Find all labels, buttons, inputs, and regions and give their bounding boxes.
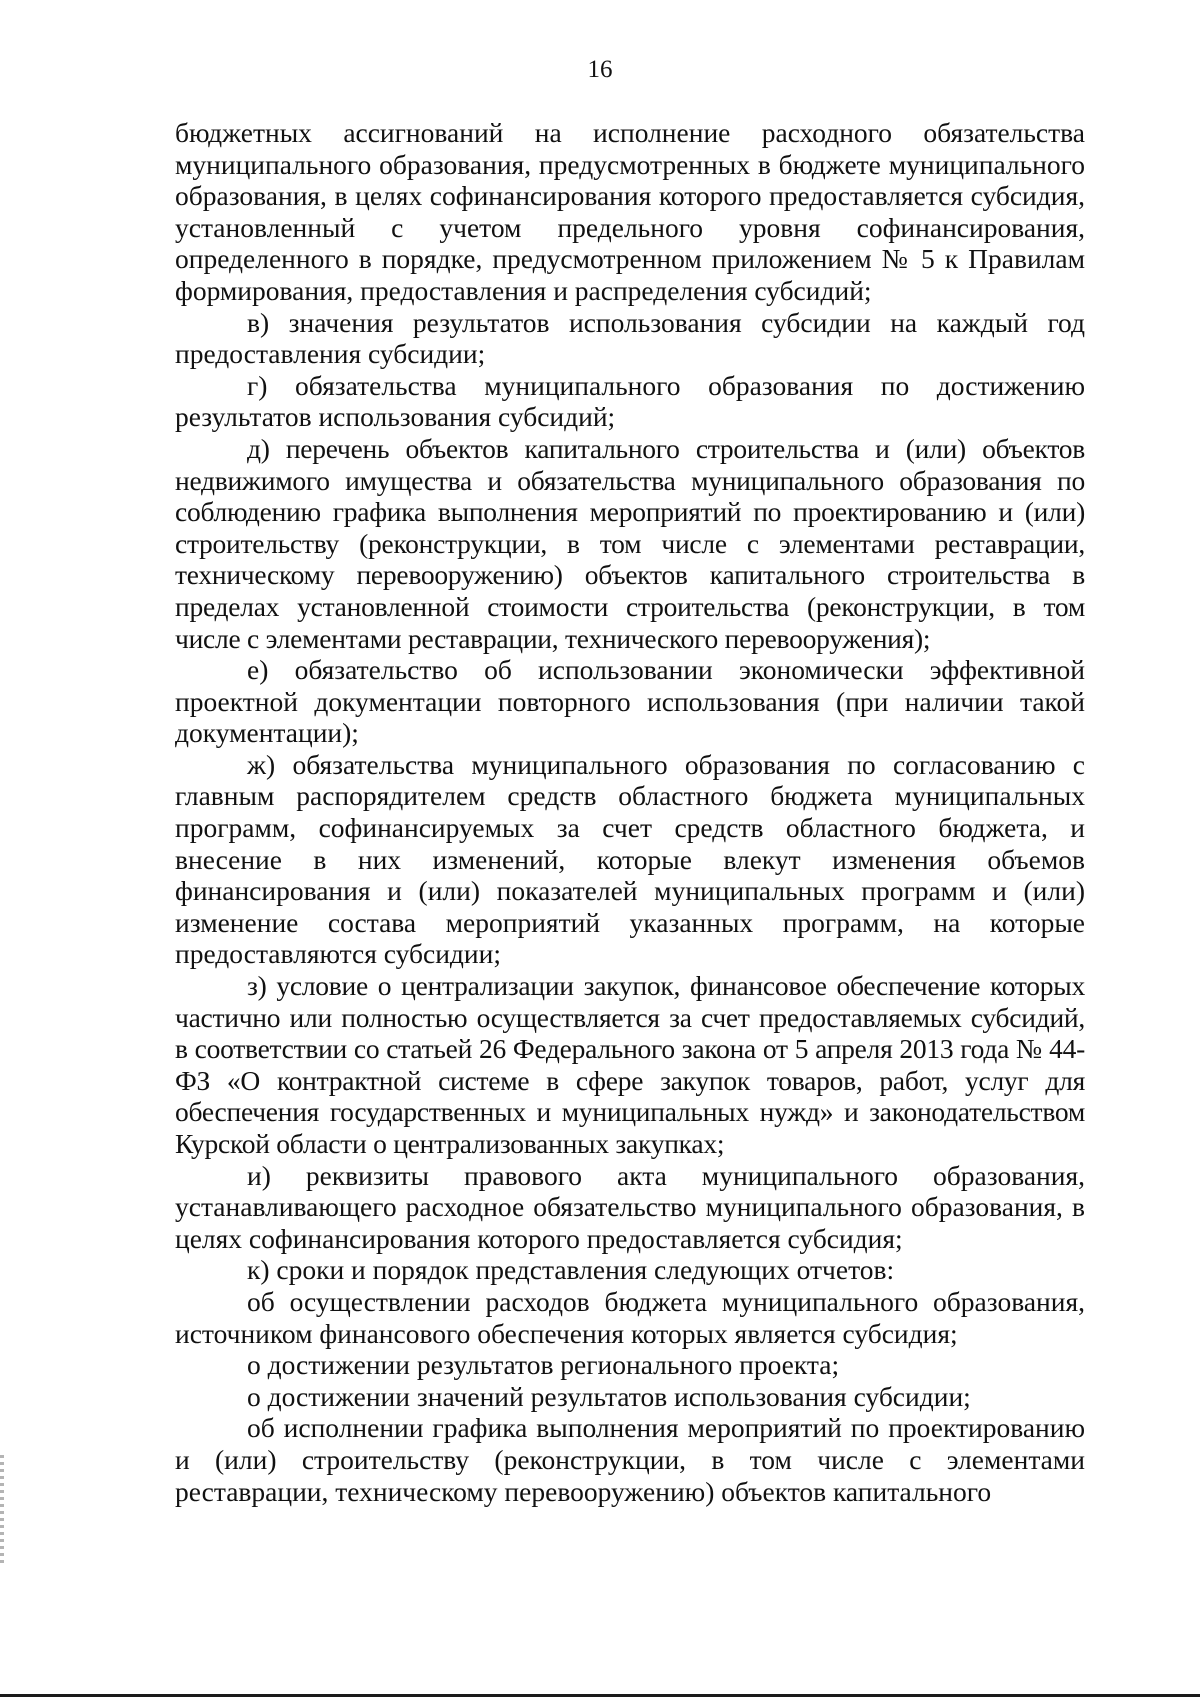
- paragraph-report-regional-project: о достижении результатов регионального проекта;: [247, 1349, 840, 1381]
- paragraph-item-z: з) условие о централизации закупок, финансовое обеспечение которых частично или полностью осуществляется за счет предоставляемых субсидий, в соответствии со статьей 26 Федерального закона от 5 апреля 2013 года № 44-ФЗ «О контрактной системе в сфере закупок товаров, работ, услуг для обеспечения государственных и муниципальных нужд» и законодательством Курской области о централизованных закупках;: [175, 970, 1085, 1159]
- paragraph-report-schedule: об исполнении графика выполнения мероприятий по проектированию и (или) строительству (реконструкции, в том числе с элементами реставрации, техническому перевооружению) объектов капитального: [175, 1412, 1085, 1507]
- paragraph-item-i: и) реквизиты правового акта муниципального образования, устанавливающего расходное обязательство муниципального образования, в целях софинансирования которого предоставляется субсидия;: [175, 1159, 1085, 1254]
- paragraph-item-d: д) перечень объектов капитального строительства и (или) объектов недвижимого имущества и обязательства муниципального образования по соблюдению графика выполнения мероприятий по проектированию и (или) строительству (реконструкции, в том числе с элементами реставрации, техническому перевооружению) объектов капитального строительства в пределах установленной стоимости строительства (реконструкции, в том числе с элементами реставрации, технического перевооружения);: [175, 432, 1085, 654]
- paragraph-item-k: к) сроки и порядок представления следующих отчетов:: [247, 1254, 895, 1286]
- scan-bottom-rule: [0, 1694, 1200, 1697]
- paragraph-item-zh: ж) обязательства муниципального образования по согласованию с главным распорядителем средств областного бюджета муниципальных программ, софинансируемых за счет средств областного бюджета, и внесение в них изменений, которые влекут изменения объемов финансирования и (или) показателей муниципальных программ и (или) изменение состава мероприятий указанных программ, на которые предоставляются субсидии;: [175, 748, 1085, 970]
- document-body: [175, 117, 1085, 1507]
- paragraph-continuation: бюджетных ассигнований на исполнение расходного обязательства муниципального образования, предусмотренных в бюджете муниципального образования, в целях софинансирования которого предоставляется субсидия, установленный с учетом предельного уровня софинансирования, определенного в порядке, предусмотренном приложением № 5 к Правилам формирования, предоставления и распределения субсидий;: [175, 117, 1085, 306]
- scan-edge-artifact: [0, 1455, 4, 1565]
- paragraph-item-v: в) значения результатов использования субсидии на каждый год предоставления субсидии;: [175, 306, 1085, 370]
- paragraph-report-expenses: об осуществлении расходов бюджета муниципального образования, источником финансового обеспечения которых является субсидия;: [175, 1285, 1085, 1349]
- paragraph-report-subsidy-results: о достижении значений результатов использования субсидии;: [247, 1380, 971, 1412]
- page-number: 16: [587, 56, 613, 83]
- paragraph-item-g: г) обязательства муниципального образования по достижению результатов использования субсидий;: [175, 369, 1085, 433]
- paragraph-item-e: е) обязательство об использовании экономически эффективной проектной документации повторного использования (при наличии такой документации);: [175, 654, 1085, 749]
